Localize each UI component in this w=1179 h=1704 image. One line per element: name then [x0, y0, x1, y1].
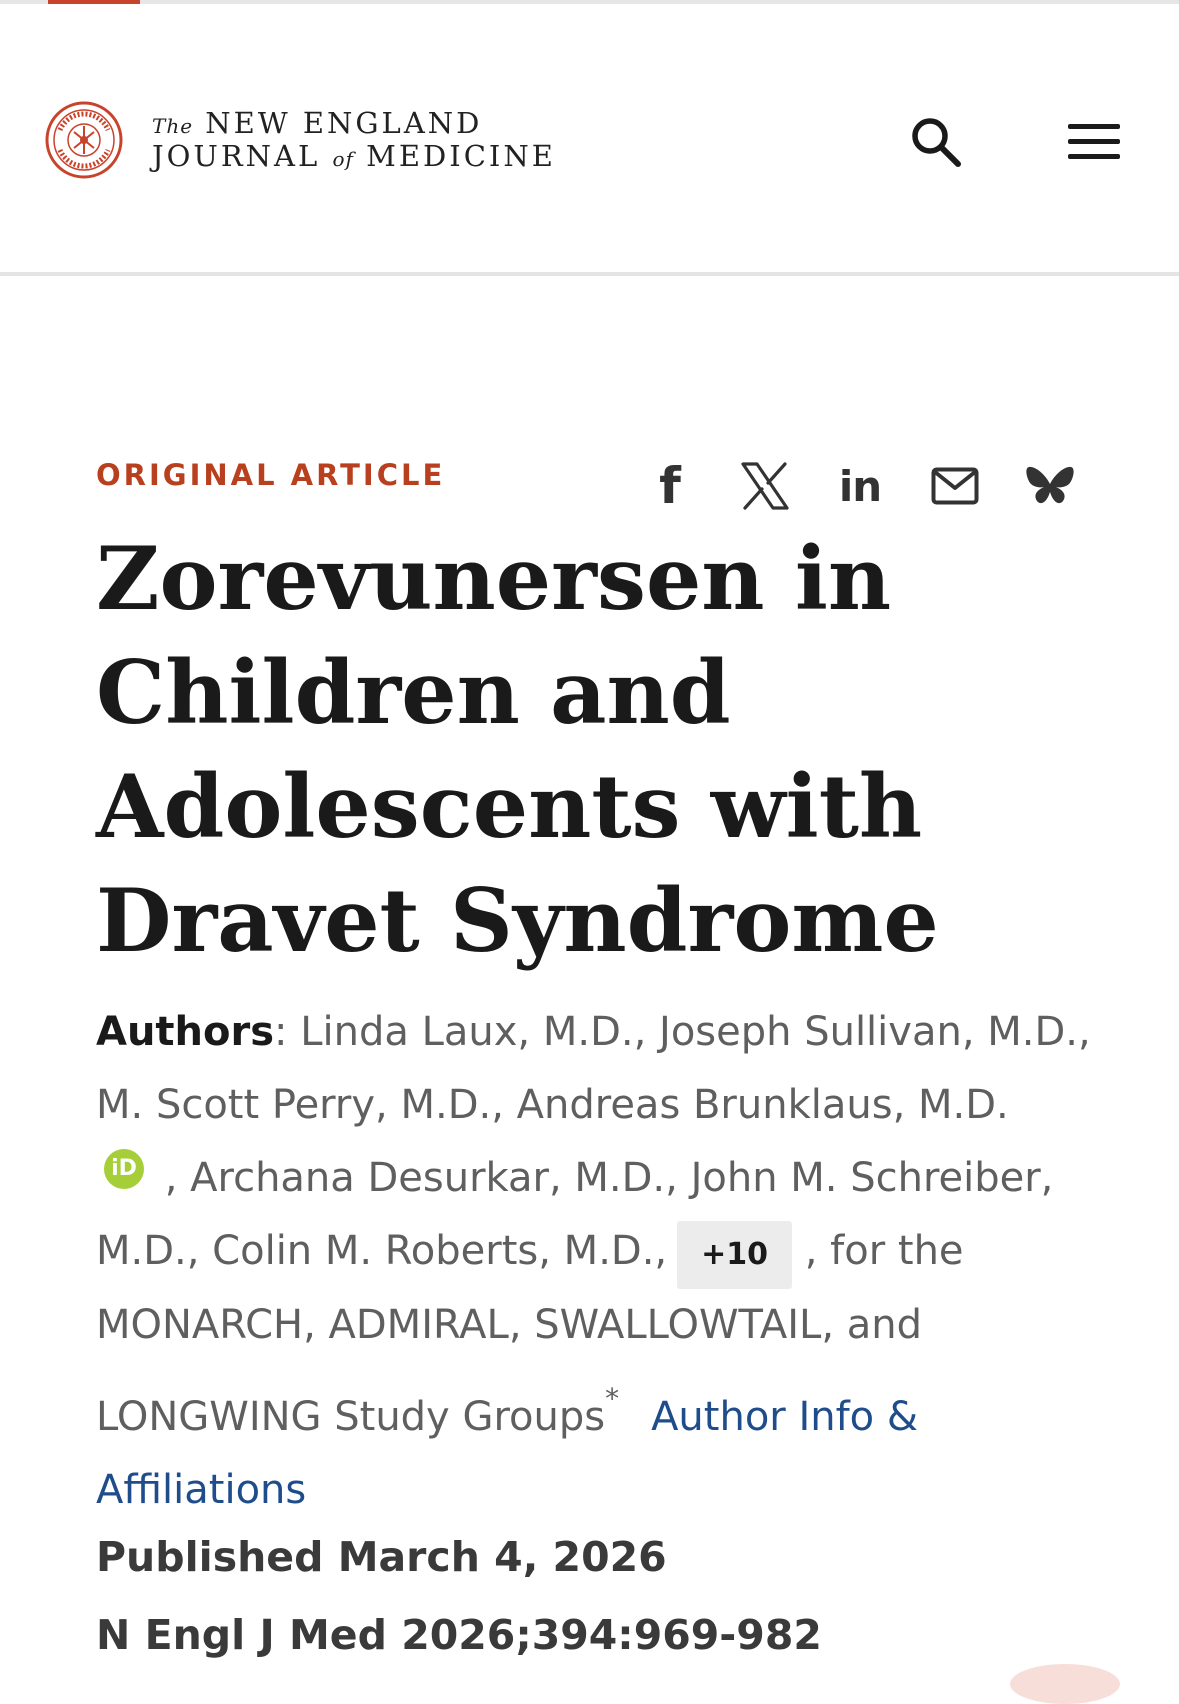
nejm-logo-link[interactable] — [44, 100, 556, 180]
article-title: Zorevunersen in Children and Adolescents with Dravet Syndrome — [96, 527, 939, 972]
nejm-wordmark — [152, 107, 556, 174]
authors-label: Authors — [96, 1009, 275, 1055]
search-button[interactable] — [904, 110, 968, 174]
wordmark-line-1 — [152, 107, 556, 140]
article-type-label: ORIGINAL ARTICLE — [96, 458, 446, 492]
orcid-icon[interactable]: iD — [104, 1149, 144, 1189]
x-icon — [740, 462, 790, 510]
more-authors-button[interactable]: +10 — [677, 1221, 792, 1289]
wordmark-medicine: MEDICINE — [366, 139, 556, 173]
share-bluesky-button[interactable] — [1020, 456, 1080, 516]
wordmark-the: The — [152, 113, 194, 138]
share-email-button[interactable] — [925, 456, 985, 516]
email-icon — [931, 467, 979, 505]
journal-citation: N Engl J Med 2026;394:969-982 — [96, 1611, 822, 1659]
bluesky-icon — [1025, 464, 1075, 508]
linkedin-icon: in — [838, 461, 882, 511]
share-bar — [640, 456, 1080, 516]
menu-button[interactable] — [1062, 110, 1126, 174]
authors-list-part-1: : Linda Laux, M.D., Joseph Sullivan, M.D., M. Scott Perry, M.D., Andreas Brunklaus, M.D. — [96, 1009, 1091, 1128]
wordmark-journal: JOURNAL — [152, 139, 321, 173]
authors-list-part-2: , Archana Desurkar, M.D., John M. Schreiber, M.D., Colin M. Roberts, M.D., — [96, 1155, 1054, 1274]
wordmark-line-2 — [152, 140, 556, 173]
search-icon — [908, 114, 964, 170]
hamburger-menu-icon — [1066, 120, 1122, 164]
wordmark-of: of — [332, 147, 354, 171]
wordmark-new-england: NEW ENGLAND — [205, 105, 483, 140]
share-facebook-button[interactable] — [640, 456, 700, 516]
authors-list-part-3: , for the MONARCH, ADMIRAL, SWALLOWTAIL, and LONGWING Study Groups — [96, 1228, 964, 1440]
site-header — [0, 4, 1179, 276]
share-linkedin-button[interactable] — [830, 456, 890, 516]
nejm-seal-icon — [44, 100, 124, 180]
authors-block — [96, 996, 1106, 1527]
share-x-button[interactable] — [735, 456, 795, 516]
facebook-icon: f — [659, 457, 681, 515]
published-date: Published March 4, 2026 — [96, 1533, 667, 1581]
author-info-affiliations-link[interactable]: Author Info & Affiliations — [96, 1394, 919, 1513]
footnote-asterisk[interactable]: * — [605, 1382, 620, 1415]
floating-button-peek[interactable] — [1010, 1664, 1120, 1704]
